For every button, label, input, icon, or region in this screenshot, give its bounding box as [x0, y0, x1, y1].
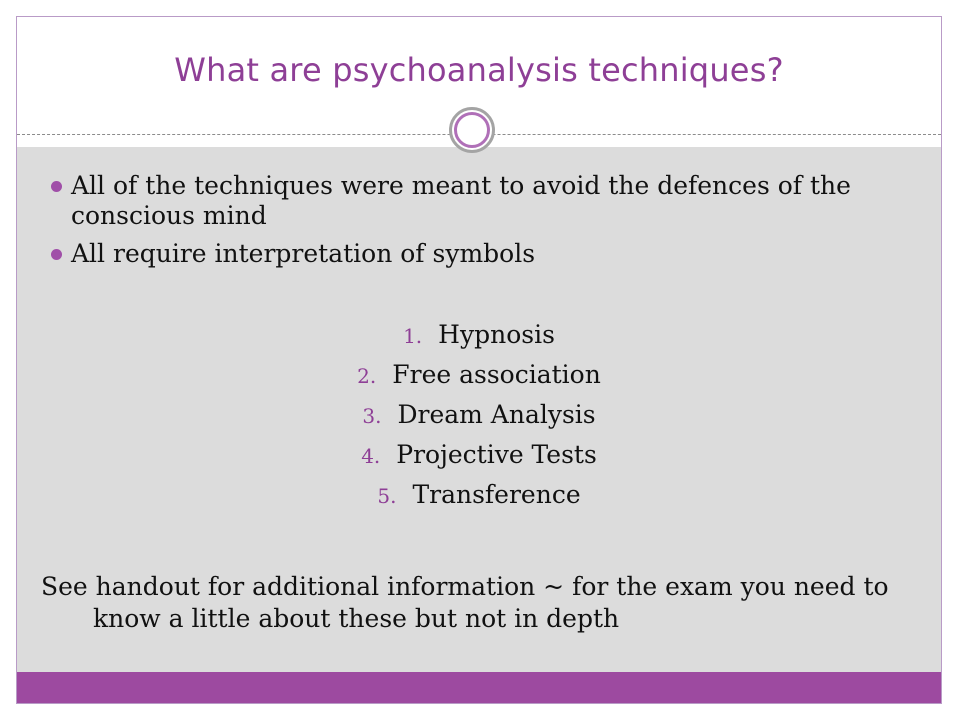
technique-item: [17, 475, 941, 515]
circle-ornament-icon: [449, 107, 495, 153]
bullet-item: [51, 239, 911, 269]
bullet-list: [51, 171, 911, 277]
bullet-text: All require interpretation of symbols: [71, 239, 536, 268]
technique-item: [17, 395, 941, 435]
bullet-dot-icon: [51, 249, 62, 260]
item-number: 4.: [361, 444, 381, 468]
item-text: Free association: [392, 360, 601, 389]
footnote-text: See handout for additional information ~ for the exam you need to know a little about these but not in depth: [41, 572, 889, 633]
item-number: 3.: [362, 404, 382, 428]
item-number: 5.: [377, 484, 397, 508]
bullet-dot-icon: [51, 181, 62, 192]
bottom-accent-bar: [17, 672, 941, 704]
technique-list: [17, 315, 941, 515]
circle-ornament-inner: [454, 112, 490, 148]
item-number: 2.: [357, 364, 377, 388]
technique-item: [17, 435, 941, 475]
item-number: 1.: [403, 324, 423, 348]
bullet-text: All of the techniques were meant to avoid the defences of the conscious mind: [71, 171, 851, 230]
item-text: Dream Analysis: [397, 400, 596, 429]
content-area: [17, 147, 941, 672]
item-text: Hypnosis: [438, 320, 555, 349]
slide-title: What are psychoanalysis techniques?: [174, 51, 784, 89]
item-text: Transference: [412, 480, 581, 509]
bullet-item: [51, 171, 911, 231]
technique-item: [17, 355, 941, 395]
technique-item: [17, 315, 941, 355]
item-text: Projective Tests: [396, 440, 597, 469]
slide: [16, 16, 942, 704]
